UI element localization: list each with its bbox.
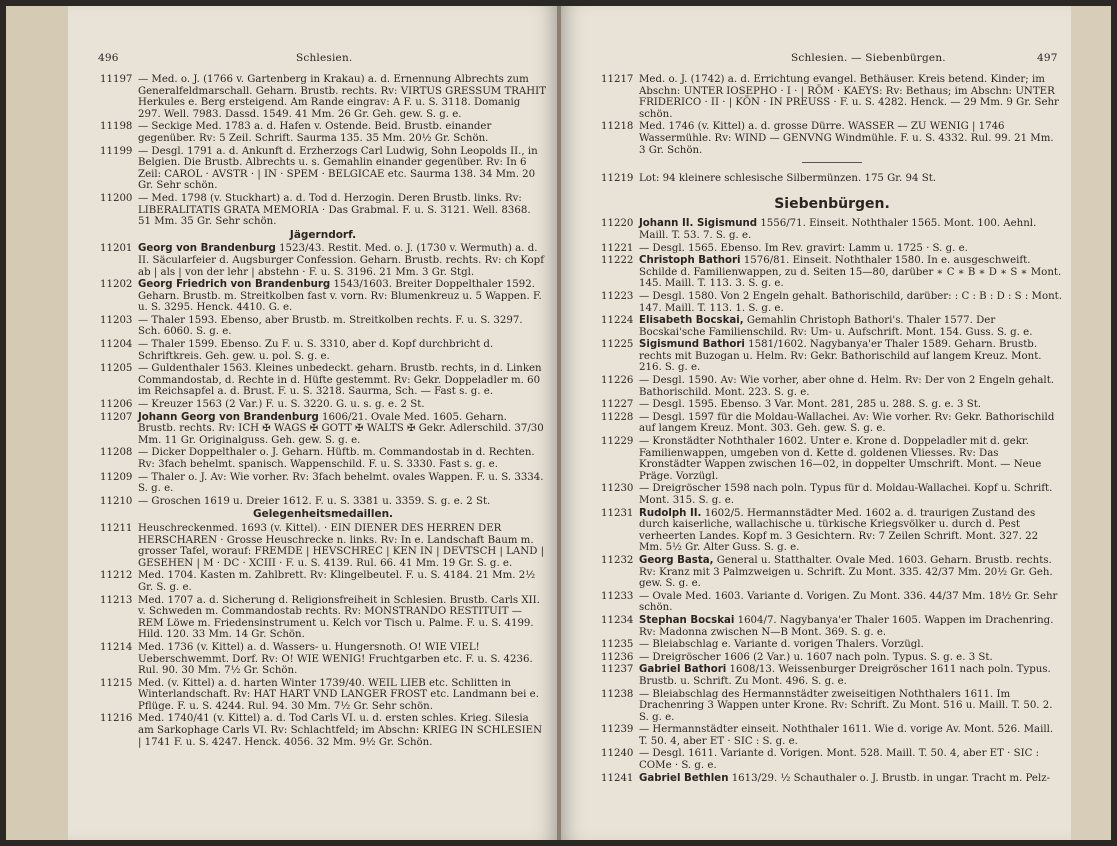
lot-number: 11198 [100,121,133,133]
lot-number: 11226 [601,375,634,387]
catalog-entry [100,339,546,362]
ruler-name: Georg von Brandenburg [138,243,276,255]
entry-description: 1613/29. ½ Schauthaler o. J. Brustb. in ungar. Tracht m. Pelz- [731,772,1051,784]
entry-description: 1543/1603. Breiter Doppelthaler 1592. Geharn. Brustb. m. Streitkolben fast v. vorn. Rv: Blumenkreuz u. 5 Wappen. F. u. S. 3295. Henck. 4410. G. e. [138,279,542,314]
catalog-entry [100,642,546,677]
lot-number: 11219 [601,173,634,185]
ruler-name: Sigismund Bathori [639,339,745,351]
section-heading: Gelegenheitsmedaillen. [252,508,394,521]
lot-number: 11204 [100,339,133,351]
catalog-entry [601,218,1063,241]
catalog-entry [100,279,546,314]
entry-description: — Groschen 1619 u. Dreier 1612. F. u. S. 3381 u. 3359. S. g. e. 2 St. [138,495,491,507]
catalog-entry [601,615,1063,638]
entry-description: — Dicker Doppelthaler o. J. Geharn. Hüftb. m. Commandostab in d. Rechten. Rv: 3fach behelmt. spanisch. Wappenschild. F. u. S. 3330. Fast s. g. e. [138,447,535,470]
entry-description: 1523/43. Restit. Med. o. J. (1730 v. Wermuth) a. d. II. Säcularfeier d. Augsburger Confession. Geharn. Brustb. rechts. Rv: ch Kopf ab | als | von der lehr | abstehn · F. u. S. 3196. 21 Mm. 3 Gr. Stgl. [138,243,544,278]
entry-description: Gemahlin Christoph Bathori's. Thaler 1577. Der Bocskai'sche Familienschild. Rv: Um- u. Aufschrift. Mont. 154. Guss. S. g. e. [639,315,1033,338]
lot-number: 11236 [601,651,634,663]
entry-description: 1604/7. Nagybanya'er Thaler 1605. Wappen im Drachenring. Rv: Madonna zwischen N—B Mont. 369. S. g. e. [639,614,1054,638]
entry-description: 1581/1602. Nagybanya'er Thaler 1589. Geharn. Brustb. rechts mit Buzogan u. Helm. Rv: Gekr. Bathorischild auf langem Kreuz. Mont. 216. S. g. e. [639,339,1042,374]
entry-description: — Thaler o. J. Av: Wie vorher. Rv: 3fach behelmt. ovales Wappen. F. u. S. 3334. S. g. e. [138,471,544,495]
ruler-name: Georg Friedrich von Brandenburg [138,279,331,291]
catalog-entry [100,363,546,398]
page-number: 497 [1037,52,1058,64]
entry-description: — Desgl. 1611. Variante d. Vorigen. Mont. 528. Maill. T. 50. 4, aber ET · SIC : COMe · S. g. e. [639,748,1040,772]
lot-number: 11225 [601,339,634,351]
lot-number: 11231 [601,507,634,519]
page-number: 496 [98,52,119,64]
entry-description: — Desgl. 1580. Von 2 Engeln gehalt. Bathorischild, darüber: : C : B : D : S : Mont. 147. Maill. T. 113. 1. S. g. e. [639,290,1062,314]
entry-description: Med. 1707 a. d. Sicherung d. Religionsfreiheit in Schlesien. Brustb. Carls XII. v. Schweden m. Commandostab rechts. Rv: MONSTRANDO RESTITUIT — REM Löwe m. Friedensinstrument u. Kelch vor Tisch u. Palme. F. u. S. 4199. Hild. 120. 33 Mm. 14 Gr. Schön. [138,594,540,641]
entry-description: Lot: 94 kleinere schlesische Silbermünzen. 175 Gr. 94 St. [639,173,937,185]
entry-description: 1606/21. Ovale Med. 1605. Geharn. Brustb. rechts. Rv: ICH ✠ WAGS ✠ GOTT ✠ WALTS ✠ Gekr. Adlerschild. 37/30 Mm. 11 Gr. Originalguss. Geh. gew. S. g. e. [138,411,544,446]
entry-description: Med. o. J. (1742) a. d. Errichtung evangel. Bethäuser. Kreis betend. Kinder; im Abschn: UNTER IOSEPHO · I · | RÖM · KAEYS: Rv: Bethaus; im Abschn: UNTER FRIDERICO · II · | KÖN · IN PREUSS · F. u. S. 4282. Henck. — 29 Mm. 9 Gr. Sehr schön. [639,74,1059,120]
ruler-name: Elisabeth Bocskai, [639,315,744,327]
lot-number: 11222 [601,255,634,267]
entry-description: — Hermannstädter einseit. Noththaler 1611. Wie d. vorige Av. Mont. 526. Maill. T. 50. 4, aber ET · SIC : S. g. e. [639,724,1054,747]
entry-description: Med. 1746 (v. Kittel) a. d. grosse Dürre. WASSER — ZU WENIG | 1746 Wassermühle. Rv: WIND — GENVNG Windmühle. F. u. S. 4332. Rul. 99. 21 Mm. 3 Gr. Schön. [639,121,1054,156]
entry-description: — Kreuzer 1563 (2 Var.) F. u. S. 3220. G. u. s. g. e. 2 St. [138,399,425,411]
entry-description: 1556/71. Einseit. Noththaler 1565. Mont. 100. Aehnl. Maill. T. 53. 7. S. g. e. [639,218,1037,241]
entry-description: — Guldenthaler 1563. Kleines unbedeckt. geharn. Brustb. rechts, in d. Linken Commandostab, d. Rechte in d. Hüfte gestemmt. Rv: Gekr. Doppeladler m. 60 im Reichsapfel a. d. Brust. F. u. S. 3218. Saurma, Sch. — Fast s. g. e. [138,363,542,398]
book-spread [6,6,1111,840]
lot-number: 11240 [601,748,634,760]
catalog-entry [100,193,546,228]
catalog-entry [100,523,546,569]
ruler-name: Johann Georg von Brandenburg [138,411,319,423]
running-head: Schlesien. [296,52,353,64]
ruler-name: Rudolph II. [639,507,702,519]
catalog-entry [100,74,546,120]
lot-number: 11218 [601,121,634,133]
catalog-entry [601,664,1063,687]
lot-number: 11230 [601,483,634,495]
lot-number: 11235 [601,639,634,651]
catalog-entry [601,339,1063,374]
entry-description: — Seckige Med. 1783 a. d. Hafen v. Ostende. Beid. Brustb. einander gegenüber. Rv: 5 Zeil. Schrift. Saurma 135. 35 Mm. 20½ Gr. Schön. [138,121,492,144]
lot-number: 11201 [100,243,133,255]
ruler-name: Gabriel Bathori [639,664,727,676]
lot-number: 11241 [601,772,634,784]
catalog-entry [100,447,546,470]
lot-number: 11224 [601,315,634,327]
catalog-entry [601,255,1063,290]
entry-description: General u. Statthalter. Ovale Med. 1603. Geharn. Brustb. rechts. Rv: Kranz mit 3 Palmzweigen u. Schrift. Zu Mont. 335. 42/37 Mm. 20½ Gr. Geh. gew. S. g. e. [639,554,1053,590]
entry-description: — Med. o. J. (1766 v. Gartenberg in Krakau) a. d. Ernennung Albrechts zum Generalfeldmarschall. Geharn. Brustb. rechts. Rv: VIRTUS GRESSUM TRAHIT Herkules e. Berg ersteigend. Am Rande eingrav: A F. u. S. 3118. Domanig 297. Well. 7983. Dassd. 1549. 41 Mm. 26 Gr. Geh. gew. S. g. e. [138,74,546,120]
lot-number: 11228 [601,411,634,423]
lot-number: 11227 [601,399,634,411]
lot-number: 11214 [100,641,133,653]
lot-number: 11234 [601,614,634,626]
lot-number: 11197 [100,74,133,85]
lot-number: 11210 [100,495,133,507]
catalog-entry [100,713,546,748]
ruler-name: Johann II. Sigismund [639,218,758,230]
entry-description: 1602/5. Hermannstädter Med. 1602 a. d. traurigen Zustand des durch kaiserliche, wallachische u. türkische Kriegsvölker u. durch d. Pest verheerten Landes. Kopf m. 3 Gesichtern. Rv: 7 Zeilen Schrift. Mont. 327. 22 Mm. 5½ Gr. Alter Guss. S. g. e. [639,507,1039,554]
entry-description: — Thaler 1599. Ebenso. Zu F. u. S. 3310, aber d. Kopf durchbricht d. Schriftkreis. Geh. gew. u. pol. S. g. e. [138,339,494,362]
entry-description: — Thaler 1593. Ebenso, aber Brustb. m. Streitkolben rechts. F. u. S. 3297. Sch. 6060. S. g. e. [138,314,523,338]
entry-description: — Med. 1798 (v. Stuckhart) a. d. Tod d. Herzogin. Deren Brustb. links. Rv: LIBERALITATIS GRATA MEMORIA · Das Grabmal. F. u. S. 3121. Well. 8368. 51 Mm. 35 Gr. Sehr schön. [138,192,531,228]
lot-number: 11206 [100,399,133,411]
lot-number: 11217 [601,74,634,85]
catalog-entry [100,399,546,411]
page-edge [6,6,68,840]
lot-number: 11233 [601,590,634,602]
catalog-entry [100,678,546,713]
catalog-entry [100,595,546,641]
lot-number: 11207 [100,411,133,423]
catalog-entry [601,724,1063,747]
catalog-entry [601,412,1063,435]
lot-number: 11223 [601,290,634,302]
catalog-entry [601,243,1063,255]
catalog-entry [601,173,1063,185]
catalog-entry [601,121,1063,156]
catalog-entry [100,121,546,144]
catalog-entry [601,748,1063,771]
catalog-entry [100,496,546,508]
lot-number: 11202 [100,279,133,291]
catalog-entry [601,375,1063,398]
catalog-entry [601,315,1063,338]
lot-number: 11205 [100,363,133,375]
entry-description: — Desgl. 1791 a. d. Ankunft d. Erzherzogs Carl Ludwig, Sohn Leopolds II., in Belgien. Die Brustb. Albrechts u. s. Gemahlin einander gegenüber. Rv: In 6 Zeil: CAROL · AVSTR · | IN · SPEM · BELGICAE etc. Saurma 138. 34 Mm. 20 Gr. Sehr schön. [138,145,538,192]
catalog-entry [601,291,1063,314]
catalog-entry [601,591,1063,614]
lot-number: 11229 [601,436,634,448]
entry-description: — Desgl. 1597 für die Moldau-Wallachei. Av: Wie vorher. Rv: Gekr. Bathorischild auf langem Kreuz. Mont. 303. Geh. gew. S. g. e. [639,411,1055,435]
entry-description: Med. 1740/41 (v. Kittel) a. d. Tod Carls VI. u. d. ersten schles. Krieg. Silesia am Sarkophage Carls VI. Rv: Schlachtfeld; im Abschn: KRIEG IN SCHLESIEN | 1741 F. u. S. 4247. Henck. 4056. 32 Mm. 9½ Gr. Schön. [138,713,543,748]
ruler-name: Stephan Bocskai [639,614,735,626]
lot-number: 11215 [100,677,133,689]
entry-description: — Dreigröscher 1598 nach poln. Typus für d. Moldau-Wallachei. Kopf u. Schrift. Mont. 315. S. g. e. [639,483,1053,506]
catalog-entry [601,652,1063,664]
entry-description: Med. (v. Kittel) a. d. harten Winter 1739/40. WEIL LIEB etc. Schlitten in Winterlandschaft. Rv: HAT HART VND LANGER FROST etc. Landmann bei e. Pflüge. F. u. S. 4244. Rul. 94. 30 Mm. 7½ Gr. Sehr schön. [138,677,539,712]
lot-number: 11212 [100,570,133,582]
ruler-name: Georg Basta, [639,554,714,566]
lot-number: 11211 [100,522,133,534]
catalog-entry [601,483,1063,506]
lot-number: 11239 [601,724,634,736]
entry-description: 1608/13. Weissenburger Dreigröscher 1611 nach poln. Typus. Brustb. u. Schrift. Zu Mont. 496. S. g. e. [639,664,1051,687]
entry-description: — Desgl. 1590. Av: Wie vorher, aber ohne d. Helm. Rv: Der von 2 Engeln gehalt. Bathorischild. Mont. 223. S. g. e. [639,375,1055,398]
catalog-entry [601,639,1063,651]
lot-number: 11238 [601,688,634,700]
entry-description: — Bleiabschlag des Hermannstädter zweiseitigen Noththalers 1611. Im Drachenring 3 Wappen unter Krone. Rv: Schrift. Zu Mont. 516 u. Maill. T. 50. 2. S. g. e. [639,688,1053,723]
catalog-entry [601,689,1063,724]
lot-number: 11203 [100,314,133,326]
page-edge [1071,6,1111,840]
ruler-name: Christoph Bathori [639,255,741,267]
left-page [6,6,559,840]
left-column [100,74,546,749]
catalog-entry [601,555,1063,590]
lot-number: 11232 [601,554,634,566]
section-heading: Jägerndorf. [289,228,357,241]
lot-number: 11213 [100,594,133,606]
divider [802,162,862,163]
lot-number: 11200 [100,192,133,204]
entry-description: — Kronstädter Noththaler 1602. Unter e. Krone d. Doppeladler mit d. gekr. Familienwappen, umgeben von d. Kette d. goldenen Vliesses. Rv: Das Kronstädter Wappen zwischen 16—02, in doppelter Umschrift. Mont. — Neue Präge. Vorzügl. [639,436,1042,482]
right-column [601,74,1063,785]
catalog-entry [100,570,546,593]
entry-description: Med. 1736 (v. Kittel) a. d. Wassers- u. Hungersnoth. O! WIE VIEL! Ueberschwemmt. Dorf. Rv: O! WIE WENIG! Fruchtgarben etc. F. u. S. 4236. Rul. 90. 30 Mm. 7½ Gr. Schön. [138,641,533,677]
entry-description: — Dreigröscher 1606 (2 Var.) u. 1607 nach poln. Typus. S. g. e. 3 St. [639,651,993,663]
lot-number: 11220 [601,218,634,230]
entry-description: Med. 1704. Kasten m. Zahlbrett. Rv: Klingelbeutel. F. u. S. 4184. 21 Mm. 2½ Gr. S. g. e. [138,570,536,593]
right-page [559,6,1111,840]
entry-description: — Bleiabschlag e. Variante d. vorigen Thalers. Vorzügl. [639,639,924,651]
catalog-entry [601,773,1063,785]
running-head: Schlesien. — Siebenbürgen. [791,52,946,64]
lot-number: 11199 [100,145,133,157]
catalog-entry [100,243,546,278]
entry-description: 1576/81. Einseit. Noththaler 1580. In e. ausgeschweift. Schilde d. Familienwappen, zu d. Seiten 15—80, darüber ∗ C ∗ B ∗ D ∗ S ∗ Mont. 145. Maill. T. 113. 3. S. g. e. [639,255,1062,290]
lot-number: 11208 [100,447,133,459]
catalog-entry [601,74,1063,120]
catalog-entry [601,399,1063,411]
section-heading: Siebenbürgen. [774,195,890,212]
entry-description: — Ovale Med. 1603. Variante d. Vorigen. Zu Mont. 336. 44/37 Mm. 18½ Gr. Sehr schön. [639,590,1058,614]
catalog-entry [601,508,1063,554]
lot-number: 11209 [100,471,133,483]
ruler-name: Gabriel Bethlen [639,772,729,784]
book-spine [557,6,561,840]
lot-number: 11221 [601,242,634,254]
entry-description: Heuschreckenmed. 1693 (v. Kittel). · EIN DIENER DES HERREN DER HERSCHAREN · Grosse Heuschrecke n. links. Rv: In e. Landschaft Baum m. grosser Tafel, worauf: FREMDE | HEVSCHREC | KEN IN | DEVTSCH | LAND | GESEHEN | M · DC · XCIII · F. u. S. 4139. Rul. 66. 41 Mm. 19 Gr. S. g. e. [138,522,545,569]
entry-description: — Desgl. 1595. Ebenso. 3 Var. Mont. 281, 285 u. 288. S. g. e. 3 St. [639,399,982,411]
catalog-entry [100,315,546,338]
catalog-entry [601,436,1063,482]
lot-number: 11216 [100,713,133,725]
catalog-entry [100,412,546,447]
lot-number: 11237 [601,664,634,676]
entry-description: — Desgl. 1565. Ebenso. Im Rev. gravirt: Lamm u. 1725 · S. g. e. [639,242,968,254]
catalog-entry [100,472,546,495]
catalog-entry [100,146,546,192]
